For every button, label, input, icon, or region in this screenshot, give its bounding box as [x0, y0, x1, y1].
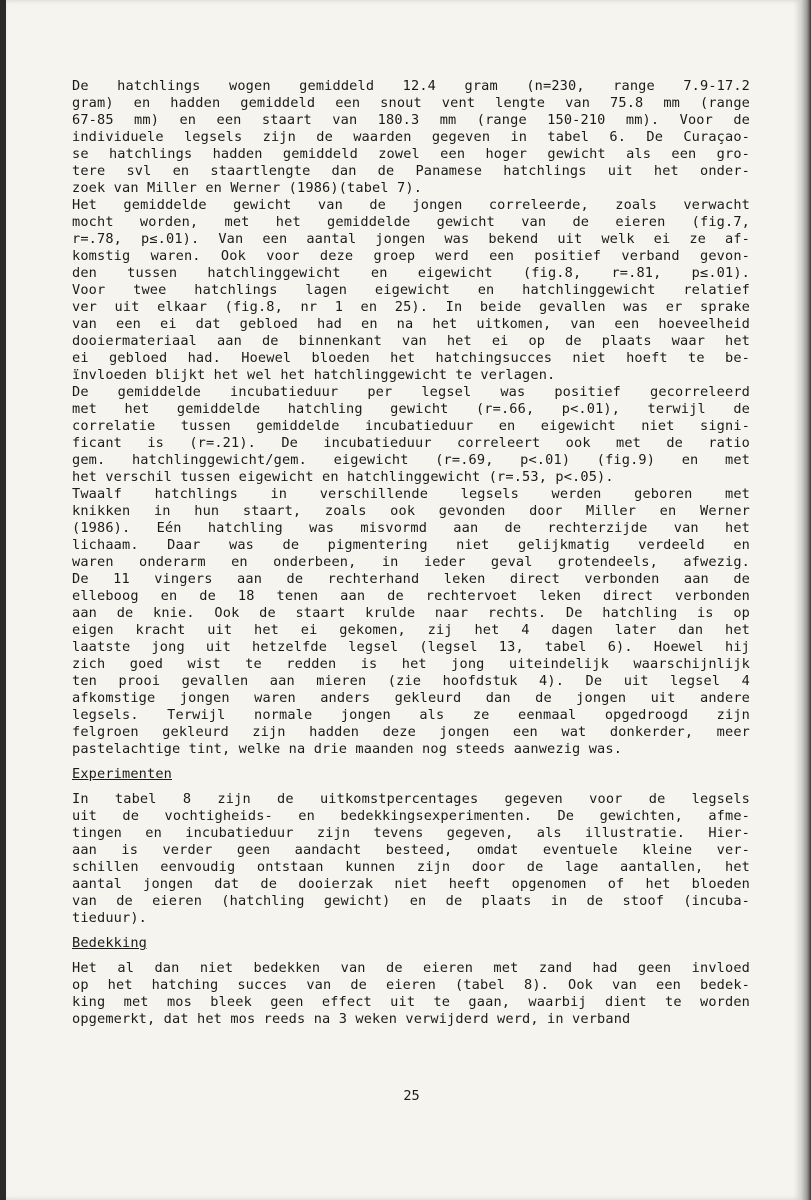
text-line: dooiermateriaal aan de binnenkant van het ei op de plaats waar het	[72, 333, 750, 349]
text-line: ïnvloeden blijkt het wel het hatchlinggewicht te verlagen.	[72, 367, 556, 383]
text-line: laatste jong uit hetzelfde legsel (legsel 13, tabel 6). Hoewel hij	[72, 639, 750, 655]
heading-experimenten: Experimenten	[72, 766, 173, 782]
text-line: individuele legsels zijn de waarden gegeven in tabel 6. De Curaçao-	[72, 129, 750, 145]
text-line: correlatie tussen gemiddelde incubatieduur en eigewicht niet signi-	[72, 418, 750, 434]
text-line: king met mos bleek geen effect uit te gaan, waarbij dient te worden	[72, 994, 750, 1010]
text-line: ver uit elkaar (fig.8, nr 1 en 25). In beide gevallen was er sprake	[72, 299, 750, 315]
page-edge	[801, 0, 811, 1200]
page-number: 25	[403, 1088, 420, 1104]
paragraph-covering	[72, 960, 750, 1028]
text-line: Het gemiddelde gewicht van de jongen correleerde, zoals verwacht	[72, 197, 750, 213]
text-line: Voor twee hatchlings lagen eigewicht en hatchlinggewicht relatief	[72, 282, 750, 298]
paragraph-hatchling-measurements	[72, 78, 750, 197]
text-line: zich goed wist te redden is het jong uiteindelijk waarschijnlijk	[72, 656, 750, 672]
book-page	[6, 0, 801, 1200]
text-line: waren onderarm en onderbeen, in ieder geval grotendeels, afwezig.	[72, 554, 750, 570]
text-line: gram) en hadden gemiddeld een snout vent lengte van 75.8 mm (range	[72, 95, 750, 111]
text-line: schillen eenvoudig ontstaan kunnen zijn door de lage aantallen, het	[72, 859, 750, 875]
text-line: r=.78, p≤.01). Van een aantal jongen was bekend uit welk ei ze af-	[72, 231, 750, 247]
text-line: van de eieren (hatchling gewicht) en de plaats in de stoof (incuba-	[72, 893, 750, 909]
text-line: gem. hatchlinggewicht/gem. eigewicht (r=.69, p<.01) (fig.9) en met	[72, 452, 750, 468]
text-line: 67-85 mm) en een staart van 180.3 mm (range 150-210 mm). Voor de	[72, 112, 750, 128]
text-line: komstig waren. Ook voor deze groep werd een positief verband gevon-	[72, 248, 750, 264]
text-line: pastelachtige tint, welke na drie maanden nog steeds aanwezig was.	[72, 741, 623, 757]
text-line: knikken in hun staart, zoals ook gevonden door Miller en Werner	[72, 503, 750, 519]
text-line: den tussen hatchlinggewicht en eigewicht (fig.8, r=.81, p≤.01).	[72, 265, 750, 281]
text-line: lichaam. Daar was de pigmentering niet gelijkmatig verdeeld en	[72, 537, 750, 553]
text-line: het verschil tussen eigewicht en hatchlinggewicht (r=.53, p<.05).	[72, 469, 614, 485]
text-line: uit de vochtigheids- en bedekkingsexperimenten. De gewichten, afme-	[72, 808, 750, 824]
text-line: opgemerkt, dat het mos reeds na 3 weken verwijderd werd, in verband	[72, 1011, 631, 1027]
text-line: met het gemiddelde hatchling gewicht (r=.66, p<.01), terwijl de	[72, 401, 750, 417]
text-line: De gemiddelde incubatieduur per legsel was positief gecorreleerd	[72, 384, 750, 400]
text-line: legsels. Terwijl normale jongen als ze eenmaal opgedroogd zijn	[72, 707, 750, 723]
text-line: De hatchlings wogen gemiddeld 12.4 gram (n=230, range 7.9-17.2	[72, 78, 750, 94]
text-line: mocht worden, met het gemiddelde gewicht van de eieren (fig.7,	[72, 214, 750, 230]
text-line: ten prooi gevallen aan mieren (zie hoofdstuk 4). De uit legsel 4	[72, 673, 750, 689]
paragraph-malformations	[72, 486, 750, 758]
text-line: van een ei dat gebloed had en na het uitkomen, van een hoeveelheid	[72, 316, 750, 332]
text-line: Het al dan niet bedekken van de eieren met zand had geen invloed	[72, 960, 750, 976]
paragraph-experiments	[72, 791, 750, 927]
text-line: aan is verder geen aandacht besteed, omdat eventuele kleine ver-	[72, 842, 750, 858]
text-line: aantal jongen dat de dooierzak niet heeft opgenomen of het bloeden	[72, 876, 750, 892]
text-line: eigen kracht uit het ei gekomen, zij het 4 dagen later dan het	[72, 622, 750, 638]
text-line: felgroen gekleurd zijn hadden deze jongen een wat donkerder, meer	[72, 724, 750, 740]
text-line: De 11 vingers aan de rechterhand leken direct verbonden aan de	[72, 571, 750, 587]
text-line: ei gebloed had. Hoewel bloeden het hatchingsucces niet hoeft te be-	[72, 350, 750, 366]
paragraph-incubation-duration	[72, 384, 750, 486]
text-line: tingen en incubatieduur zijn tevens gegeven, als illustratie. Hier-	[72, 825, 750, 841]
text-line: afkomstige jongen waren anders gekleurd dan de jongen uit andere	[72, 690, 750, 706]
text-line: op het hatching succes van de eieren (tabel 8). Ook van een bedek-	[72, 977, 750, 993]
text-line: Twaalf hatchlings in verschillende legsels werden geboren met	[72, 486, 750, 502]
heading-bedekking: Bedekking	[72, 935, 148, 951]
body-text	[72, 78, 750, 1028]
text-line: elleboog en de 18 tenen aan de rechtervoet leken direct verbonden	[72, 588, 750, 604]
paragraph-weight-correlation	[72, 197, 750, 384]
text-line: tieduur).	[72, 910, 148, 926]
text-line: (1986). Eén hatchling was misvormd aan de rechterzijde van het	[72, 520, 750, 536]
text-line: ficant is (r=.21). De incubatieduur correleert ook met de ratio	[72, 435, 750, 451]
text-line: se hatchlings hadden gemiddeld zowel een hoger gewicht als een gro-	[72, 146, 750, 162]
text-line: In tabel 8 zijn de uitkomstpercentages gegeven voor de legsels	[72, 791, 750, 807]
text-line: zoek van Miller en Werner (1986)(tabel 7).	[72, 180, 423, 196]
text-line: aan de knie. Ook de staart krulde naar rechts. De hatchling is op	[72, 605, 750, 621]
text-line: tere svl en staartlengte dan de Panamese hatchlings uit het onder-	[72, 163, 750, 179]
